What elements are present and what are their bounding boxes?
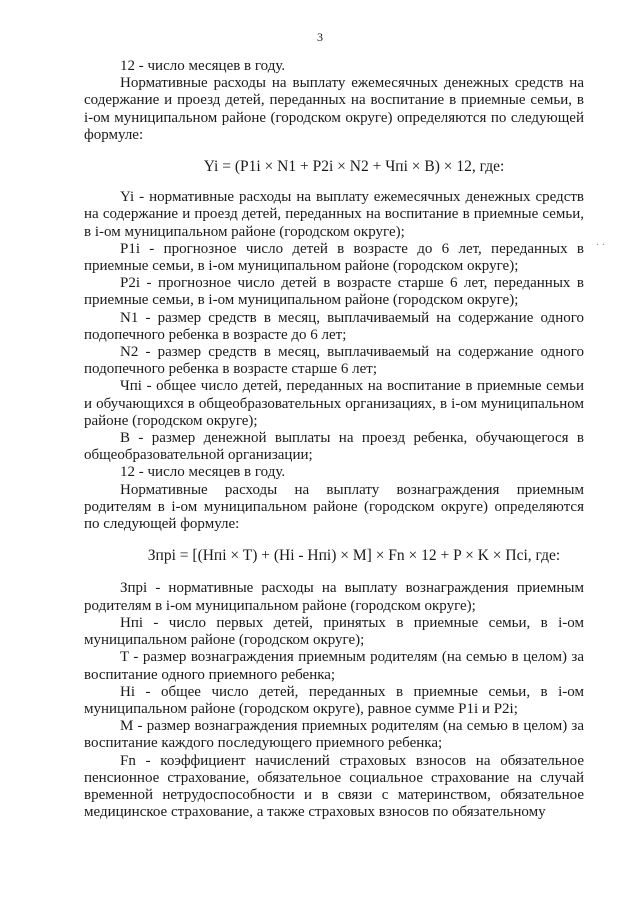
definition-t: T - размер вознаграждения приемным родителям (на семью в целом) за воспитание одного приемного ребенка; <box>84 649 584 683</box>
document-body <box>84 58 584 821</box>
definition-yi: Yi - нормативные расходы на выплату ежемесячных денежных средств на содержание и проезд детей, переданных на воспитание в приемные семьи, в i-ом муниципальном районе (городском округе); <box>84 189 584 240</box>
definition-p2i: P2i - прогнозное число детей в возрасте старше 6 лет, переданных в приемные семьи, в i-ом муниципальном районе (городском округе); <box>84 275 584 309</box>
formula-monthly-expenses: Yi = (P1i × N1 + P2i × N2 + Чпi × B) × 12, где: <box>203 158 505 176</box>
paragraph-months-count: 12 - число месяцев в году. <box>120 58 286 74</box>
definition-n1: N1 - размер средств в месяц, выплачиваемый на содержание одного подопечного ребенка в возрасте до 6 лет; <box>84 309 584 343</box>
paragraph-remuneration-intro: Нормативные расходы на выплату вознаграждения приемным родителям в i-ом муниципальном районе (городском округе) определяются по следующей формуле: <box>84 481 584 533</box>
definition-fn: Fn - коэффициент начислений страховых взносов на обязательное пенсионное страхование, обязательное социальное страхование на случай временной нетрудоспособности и в связи с материнством, обязательное медицинское страхование, а также страховых взносов по обязательному <box>84 752 584 821</box>
definition-hi: Hi - общее число детей, переданных в приемные семьи, в i-ом муниципальном районе (городском округе), равное сумме P1i и P2i; <box>84 683 584 717</box>
formula-remuneration: Зпрi = [(Нпi × T) + (Hi - Нпi) × M] × Fn × 12 + P × K × Пci, где: <box>147 547 561 565</box>
paragraph-monthly-expenses-intro: Нормативные расходы на выплату ежемесячных денежных средств на содержание и проезд детей, переданных на воспитание в приемные семьи, в i-ом муниципальном районе (городском округе) определяются по следующей формуле: <box>84 75 584 143</box>
page-number: 3 <box>317 30 323 44</box>
definition-m: M - размер вознаграждения приемных родителям (на семью в целом) за воспитание каждого последующего приемного ребенка; <box>84 718 584 752</box>
definition-npi: Нпi - число первых детей, принятых в приемные семьи, в i-ом муниципальном районе (городском округе); <box>84 614 584 649</box>
definition-chpi: Чпi - общее число детей, переданных на воспитание в приемные семьи и обучающихся в общеобразовательных организациях, в i-ом муниципальном районе (городском округе); <box>84 378 584 429</box>
definition-b: B - размер денежной выплаты на проезд ребенка, обучающегося в общеобразовательной организации; <box>84 430 584 464</box>
definition-n2: N2 - размер средств в месяц, выплачиваемый на содержание одного подопечного ребенка в возрасте старше 6 лет; <box>84 344 584 378</box>
margin-mark: · · <box>596 240 606 251</box>
definition-p1i: P1i - прогнозное число детей в возрасте до 6 лет, переданных в приемные семьи, в i-ом муниципальном районе (городском округе); <box>84 240 584 275</box>
definition-zpri: Зпрi - нормативные расходы на выплату вознаграждения приемным родителям в i-ом муниципальном районе (городском округе); <box>84 580 584 614</box>
paragraph-months-count-2: 12 - число месяцев в году. <box>120 464 286 481</box>
